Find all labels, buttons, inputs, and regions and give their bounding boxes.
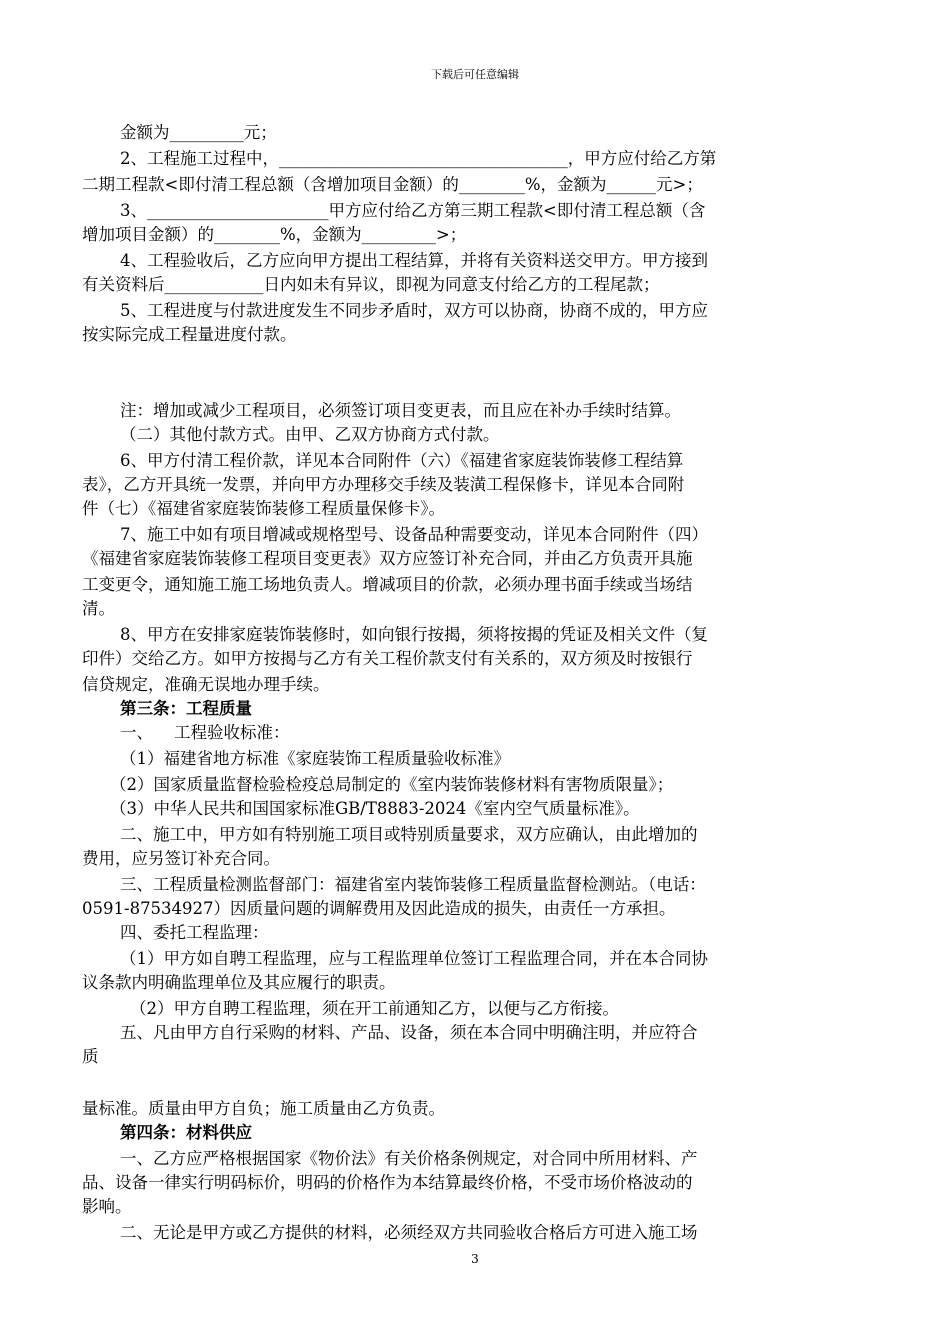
text-line: 一、 工程验收标准： xyxy=(120,723,290,742)
text-line: 0591-87534927）因质量问题的调解费用及因此造成的损失，由责任一方承担。 xyxy=(82,899,676,918)
section-heading: 第三条：工程质量 xyxy=(120,699,252,718)
text-line: 清。 xyxy=(82,599,115,618)
text-line: 《福建省家庭装饰装修工程项目变更表》双方应签订补充合同，并由乙方负责开具施 xyxy=(82,549,693,568)
text-line: 三、工程质量检测监督部门：福建省室内装饰装修工程质量监督检测站。（电话： xyxy=(120,875,706,894)
text-line: 有关资料后____________日内如未有异议，即视为同意支付给乙方的工程尾款； xyxy=(82,275,660,294)
text-line: 品、设备一律实行明码标价，明码的价格作为本结算最终价格，不受市场价格波动的 xyxy=(82,1173,693,1192)
text-line: 二、无论是甲方或乙方提供的材料，必须经双方共同验收合格后方可进入施工场 xyxy=(120,1223,698,1242)
text-line: （1）甲方如自聘工程监理，应与工程监理单位签订工程监理合同，并在本合同协 xyxy=(120,949,708,968)
text-line: 3、______________________甲方应付给乙方第三期工程款<即付清工程总额（含 xyxy=(120,201,706,220)
note-line: 注：增加或减少工程项目，必须签订项目变更表，而且应在补办手续时结算。 xyxy=(120,401,681,420)
text-line: 7、施工中如有项目增减或规格型号、设备品种需要变动，详见本合同附件（四） xyxy=(120,525,708,544)
text-line: 五、凡由甲方自行采购的材料、产品、设备，须在本合同中明确注明，并应符合 xyxy=(120,1023,698,1042)
text-line: 8、甲方在安排家庭装饰装修时，如向银行按揭，须将按揭的凭证及相关文件（复 xyxy=(120,625,708,644)
text-line: （2）甲方自聘工程监理，须在开工前通知乙方，以便与乙方衔接。 xyxy=(130,999,619,1018)
text-line: 件（七）《福建省家庭装饰装修工程质量保修卡》。 xyxy=(82,499,445,518)
text-line: （2）国家质量监督检验检疫总局制定的《室内装饰装修材料有害物质限量》； xyxy=(110,775,674,794)
text-line: 量标准。质量由甲方自负；施工质量由乙方负责。 xyxy=(82,1099,445,1118)
text-line: 信贷规定，准确无误地办理手续。 xyxy=(82,675,330,694)
text-line: （3）中华人民共和国国家标准GB/T8883-2024《室内空气质量标准》。 xyxy=(110,799,640,818)
text-line: （1）福建省地方标准《家庭装饰工程质量验收标准》 xyxy=(120,749,510,768)
text-line: 增加项目金额）的________%，金额为_________>； xyxy=(82,225,467,244)
page-header: 下载后可任意编辑 xyxy=(431,68,519,81)
text-line: 二、施工中，甲方如有特别施工项目或特别质量要求，双方应确认，由此增加的 xyxy=(120,825,698,844)
text-line: 印件）交给乙方。如甲方按揭与乙方有关工程价款支付有关系的，双方须及时按银行 xyxy=(82,649,693,668)
section-heading: 第四条：材料供应 xyxy=(120,1123,252,1142)
text-line: 4、工程验收后，乙方应向甲方提出工程结算，并将有关资料送交甲方。甲方接到 xyxy=(120,251,708,270)
text-line: 金额为_________元； xyxy=(120,123,277,142)
text-line: 5、工程进度与付款进度发生不同步矛盾时，双方可以协商，协商不成的，甲方应 xyxy=(120,301,708,320)
text-line: 四、委托工程监理： xyxy=(120,923,269,942)
text-line: 一、乙方应严格根据国家《物价法》有关价格条例规定，对合同中所用材料、产 xyxy=(120,1149,698,1168)
text-line: 质 xyxy=(82,1047,99,1066)
text-line: 6、甲方付清工程价款，详见本合同附件（六）《福建省家庭装饰装修工程结算 xyxy=(120,451,684,470)
text-line: 工变更令，通知施工施工场地负责人。增减项目的价款，必须办理书面手续或当场结 xyxy=(82,575,693,594)
text-line: 按实际完成工程量进度付款。 xyxy=(82,325,297,344)
text-line: 二期工程款<即付清工程总额（含增加项目金额）的________%，金额为______元>； xyxy=(82,175,703,194)
text-line: 费用，应另签订补充合同。 xyxy=(82,849,280,868)
text-line: 影响。 xyxy=(82,1197,132,1216)
text-line: 2、工程施工过程中，___________________________________，甲方应付给乙方第 xyxy=(120,149,717,168)
text-line: 表》，乙方开具统一发票，并向甲方办理移交手续及装潢工程保修卡，详见本合同附 xyxy=(82,475,685,494)
text-line: （二）其他付款方式。由甲、乙双方协商方式付款。 xyxy=(120,425,500,444)
text-line: 议条款内明确监理单位及其应履行的职责。 xyxy=(82,973,396,992)
page-number: 3 xyxy=(471,1252,479,1266)
